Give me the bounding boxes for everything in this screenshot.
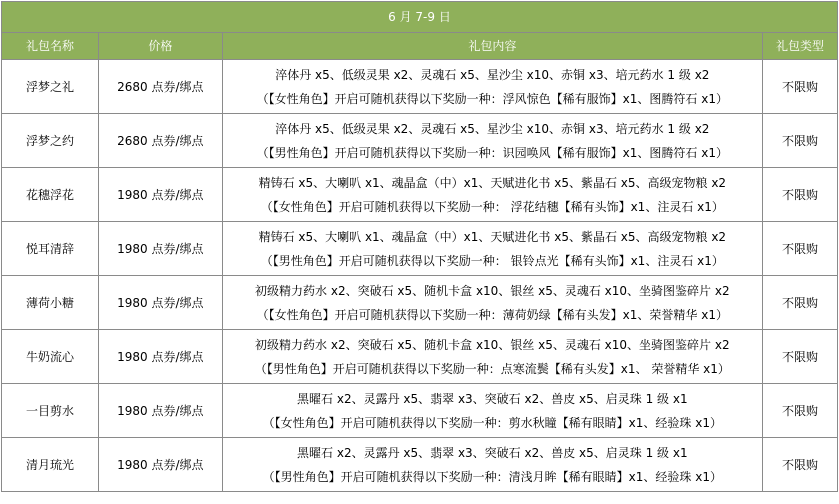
table-row [2, 60, 838, 114]
pack-content-line-2: （【男性角色】开启可随机获得以下奖励一种：清浅月眸【稀有眼睛】x1、经验珠 x1） [262, 469, 722, 484]
table-row [2, 330, 838, 384]
pack-type: 不限购 [763, 168, 838, 222]
pack-content [222, 384, 762, 438]
pack-content-line-1: 黑曜石 x2、灵露丹 x5、翡翠 x3、突破石 x2、兽皮 x5、启灵珠 1 级 x1 [297, 391, 688, 406]
table-header-row [2, 33, 838, 60]
table-title: 6 月 7-9 日 [2, 2, 838, 33]
pack-name: 薄荷小糖 [2, 276, 99, 330]
header-type: 礼包类型 [763, 33, 838, 60]
table-title-row [2, 2, 838, 33]
pack-content [222, 168, 762, 222]
pack-content [222, 60, 762, 114]
pack-content-line-1: 初级精力药水 x2、突破石 x5、随机卡盒 x10、银丝 x5、灵魂石 x10、坐骑图鉴碎片 x2 [255, 337, 730, 352]
pack-content-line-1: 黑曜石 x2、灵露丹 x5、翡翠 x3、突破石 x2、兽皮 x5、启灵珠 1 级 x1 [297, 445, 688, 460]
pack-content-line-1: 初级精力药水 x2、突破石 x5、随机卡盒 x10、银丝 x5、灵魂石 x10、坐骑图鉴碎片 x2 [255, 283, 730, 298]
pack-content [222, 438, 762, 492]
pack-type: 不限购 [763, 276, 838, 330]
pack-content-line-2: （【男性角色】开启可随机获得以下奖励一种： 银铃点光【稀有头饰】x1、注灵石 x1） [260, 253, 724, 268]
pack-type: 不限购 [763, 384, 838, 438]
pack-name: 一目剪水 [2, 384, 99, 438]
header-price: 价格 [99, 33, 223, 60]
pack-name: 浮梦之约 [2, 114, 99, 168]
table-row [2, 168, 838, 222]
table-row [2, 114, 838, 168]
pack-price: 1980 点券/绑点 [99, 384, 223, 438]
pack-content [222, 222, 762, 276]
pack-content-line-1: 精铸石 x5、大喇叭 x1、魂晶盒（中）x1、天赋进化书 x5、紫晶石 x5、高级宠物粮 x2 [258, 175, 727, 190]
pack-content-line-2: （【男性角色】开启可随机获得以下奖励一种：点寒流鬓【稀有头发】x1、 荣誉精华 x1） [254, 361, 730, 376]
pack-price: 1980 点券/绑点 [99, 222, 223, 276]
pack-content-line-1: 淬体丹 x5、低级灵果 x2、灵魂石 x5、星沙尘 x10、赤铜 x3、培元药水 1 级 x2 [275, 67, 710, 82]
pack-price: 1980 点券/绑点 [99, 276, 223, 330]
pack-price: 1980 点券/绑点 [99, 330, 223, 384]
pack-type: 不限购 [763, 114, 838, 168]
header-content: 礼包内容 [222, 33, 762, 60]
pack-content [222, 276, 762, 330]
pack-content-line-2: （【女性角色】开启可随机获得以下奖励一种：剪水秋瞳【稀有眼睛】x1、经验珠 x1） [262, 415, 722, 430]
pack-name: 牛奶流心 [2, 330, 99, 384]
table-row [2, 384, 838, 438]
pack-content-line-2: （【女性角色】开启可随机获得以下奖励一种：浮风惊色【稀有服饰】x1、图腾符石 x1） [256, 91, 728, 106]
pack-type: 不限购 [763, 438, 838, 492]
pack-price: 2680 点券/绑点 [99, 114, 223, 168]
pack-type: 不限购 [763, 330, 838, 384]
pack-type: 不限购 [763, 60, 838, 114]
table-row [2, 438, 838, 492]
pack-content-line-2: （【男性角色】开启可随机获得以下奖励一种：识园唤风【稀有服饰】x1、图腾符石 x1） [256, 145, 728, 160]
pack-content-line-2: （【女性角色】开启可随机获得以下奖励一种：薄荷奶绿【稀有头发】x1、荣誉精华 x1） [256, 307, 728, 322]
pack-content-line-2: （【女性角色】开启可随机获得以下奖励一种： 浮花结穗【稀有头饰】x1、注灵石 x1） [260, 199, 724, 214]
pack-price: 1980 点券/绑点 [99, 438, 223, 492]
header-name: 礼包名称 [2, 33, 99, 60]
gift-pack-table [1, 1, 838, 492]
pack-content [222, 114, 762, 168]
pack-name: 浮梦之礼 [2, 60, 99, 114]
pack-content [222, 330, 762, 384]
table-row [2, 222, 838, 276]
pack-type: 不限购 [763, 222, 838, 276]
pack-name: 花穗浮花 [2, 168, 99, 222]
table-row [2, 276, 838, 330]
pack-name: 清月琉光 [2, 438, 99, 492]
pack-content-line-1: 精铸石 x5、大喇叭 x1、魂晶盒（中）x1、天赋进化书 x5、紫晶石 x5、高级宠物粮 x2 [258, 229, 727, 244]
pack-price: 2680 点券/绑点 [99, 60, 223, 114]
pack-name: 悦耳清辞 [2, 222, 99, 276]
pack-content-line-1: 淬体丹 x5、低级灵果 x2、灵魂石 x5、星沙尘 x10、赤铜 x3、培元药水 1 级 x2 [275, 121, 710, 136]
pack-price: 1980 点券/绑点 [99, 168, 223, 222]
